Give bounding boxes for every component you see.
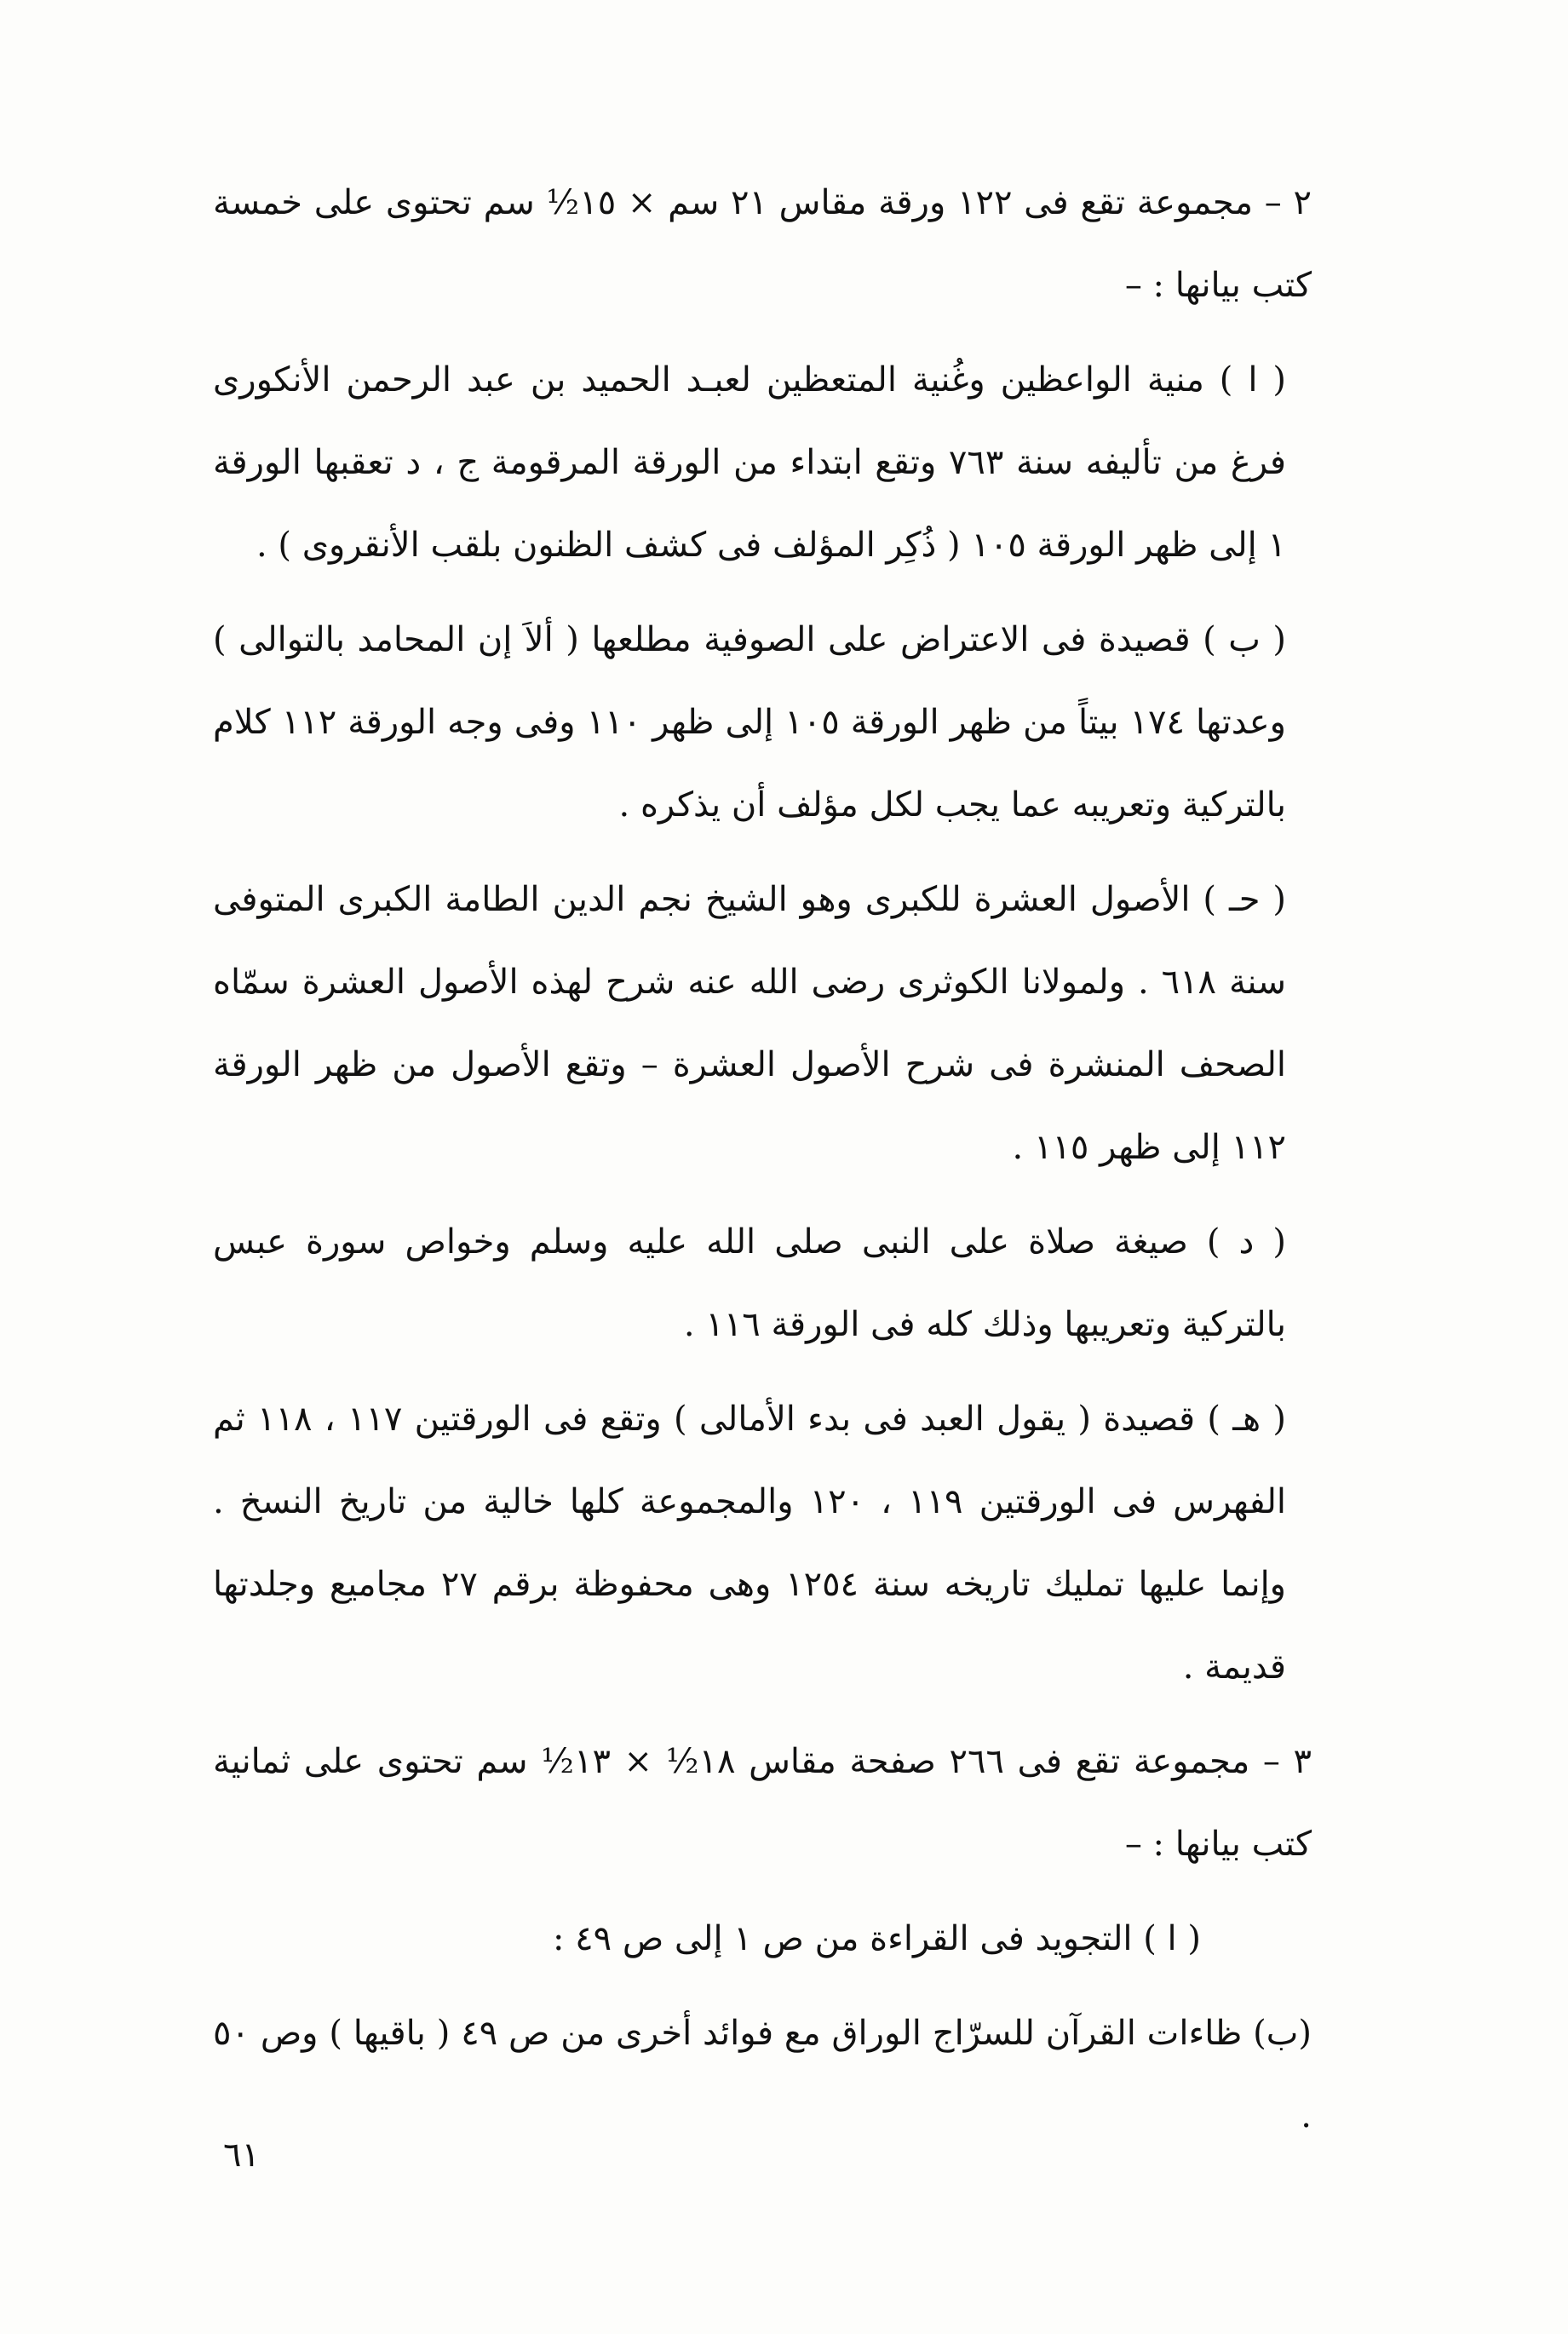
- paragraph-item-2e: ( هـ ) قصيدة ( يقول العبد فى بدء الأمالى ) وتقع فى الورقتين ١١٧ ، ١١٨ ثم الفهرس فى الورقتين ١١٩ ، ١٢٠ والمجموعة كلها خالية من تاريخ النسخ . وإنما عليها تمليك تاريخه سنة ١٢٥٤ وهى محفوظة برقم ٢٧ مجاميع وجلدتها قديمة .: [213, 1400, 1287, 1687]
- paragraph-collection-2: ٢ – مجموعة تقع فى ١٢٢ ورقة مقاس ٢١ سم × ١٥½ سم تحتوى على خمسة كتب بيانها : –: [213, 183, 1312, 305]
- page-body-text: [213, 162, 1312, 2158]
- paragraph-item-3a: ( ا ) التجويد فى القراءة من ص ١ إلى ص ٤٩ :: [552, 1919, 1201, 1958]
- paragraph-item-2a: ( ا ) منية الواعظين وغُنية المتعظين لعبـد الحميد بن عبد الرحمن الأنكورى فرغ من تأليفه سنة ٧٦٣ وتقع ابتداء من الورقة المرقومة ج ، د تعقبها الورقة ١ إلى ظهر الورقة ١٠٥ ( ذُكِر المؤلف فى كشف الظنون بلقب الأنقروى ) .: [213, 360, 1286, 565]
- paragraph-item-3b: (ب) ظاءات القرآن للسرّاج الوراق مع فوائد أخرى من ص ٤٩ ( باقيها ) وص ٥٠ .: [213, 2014, 1312, 2136]
- page-number: ٦١: [223, 2136, 260, 2175]
- paragraph-item-2b: ( ب ) قصيدة فى الاعتراض على الصوفية مطلعها ( ألاَ إن المحامد بالتوالى ) وعدتها ١٧٤ بيتاً من ظهر الورقة ١٠٥ إلى ظهر ١١٠ وفى وجه الورقة ١١٢ كلام بالتركية وتعريبه عما يجب لكل مؤلف أن يذكره .: [213, 620, 1286, 825]
- paragraph-item-2c: ( حـ ) الأصول العشرة للكبرى وهو الشيخ نجم الدين الطامة الكبرى المتوفى سنة ٦١٨ . ولمولانا الكوثرى رضى الله عنه شرح لهذه الأصول العشرة سمّاه الصحف المنشرة فى شرح الأصول العشرة – وتقع الأصول من ظهر الورقة ١١٢ إلى ظهر ١١٥ .: [213, 880, 1286, 1167]
- paragraph-collection-3: ٣ – مجموعة تقع فى ٢٦٦ صفحة مقاس ١٨½ × ١٣½ سم تحتوى على ثمانية كتب بيانها : –: [213, 1742, 1312, 1864]
- paragraph-item-2d: ( د ) صيغة صلاة على النبى صلى الله عليه وسلم وخواص سورة عبس بالتركية وتعريبها وذلك كله فى الورقة ١١٦ .: [213, 1222, 1286, 1344]
